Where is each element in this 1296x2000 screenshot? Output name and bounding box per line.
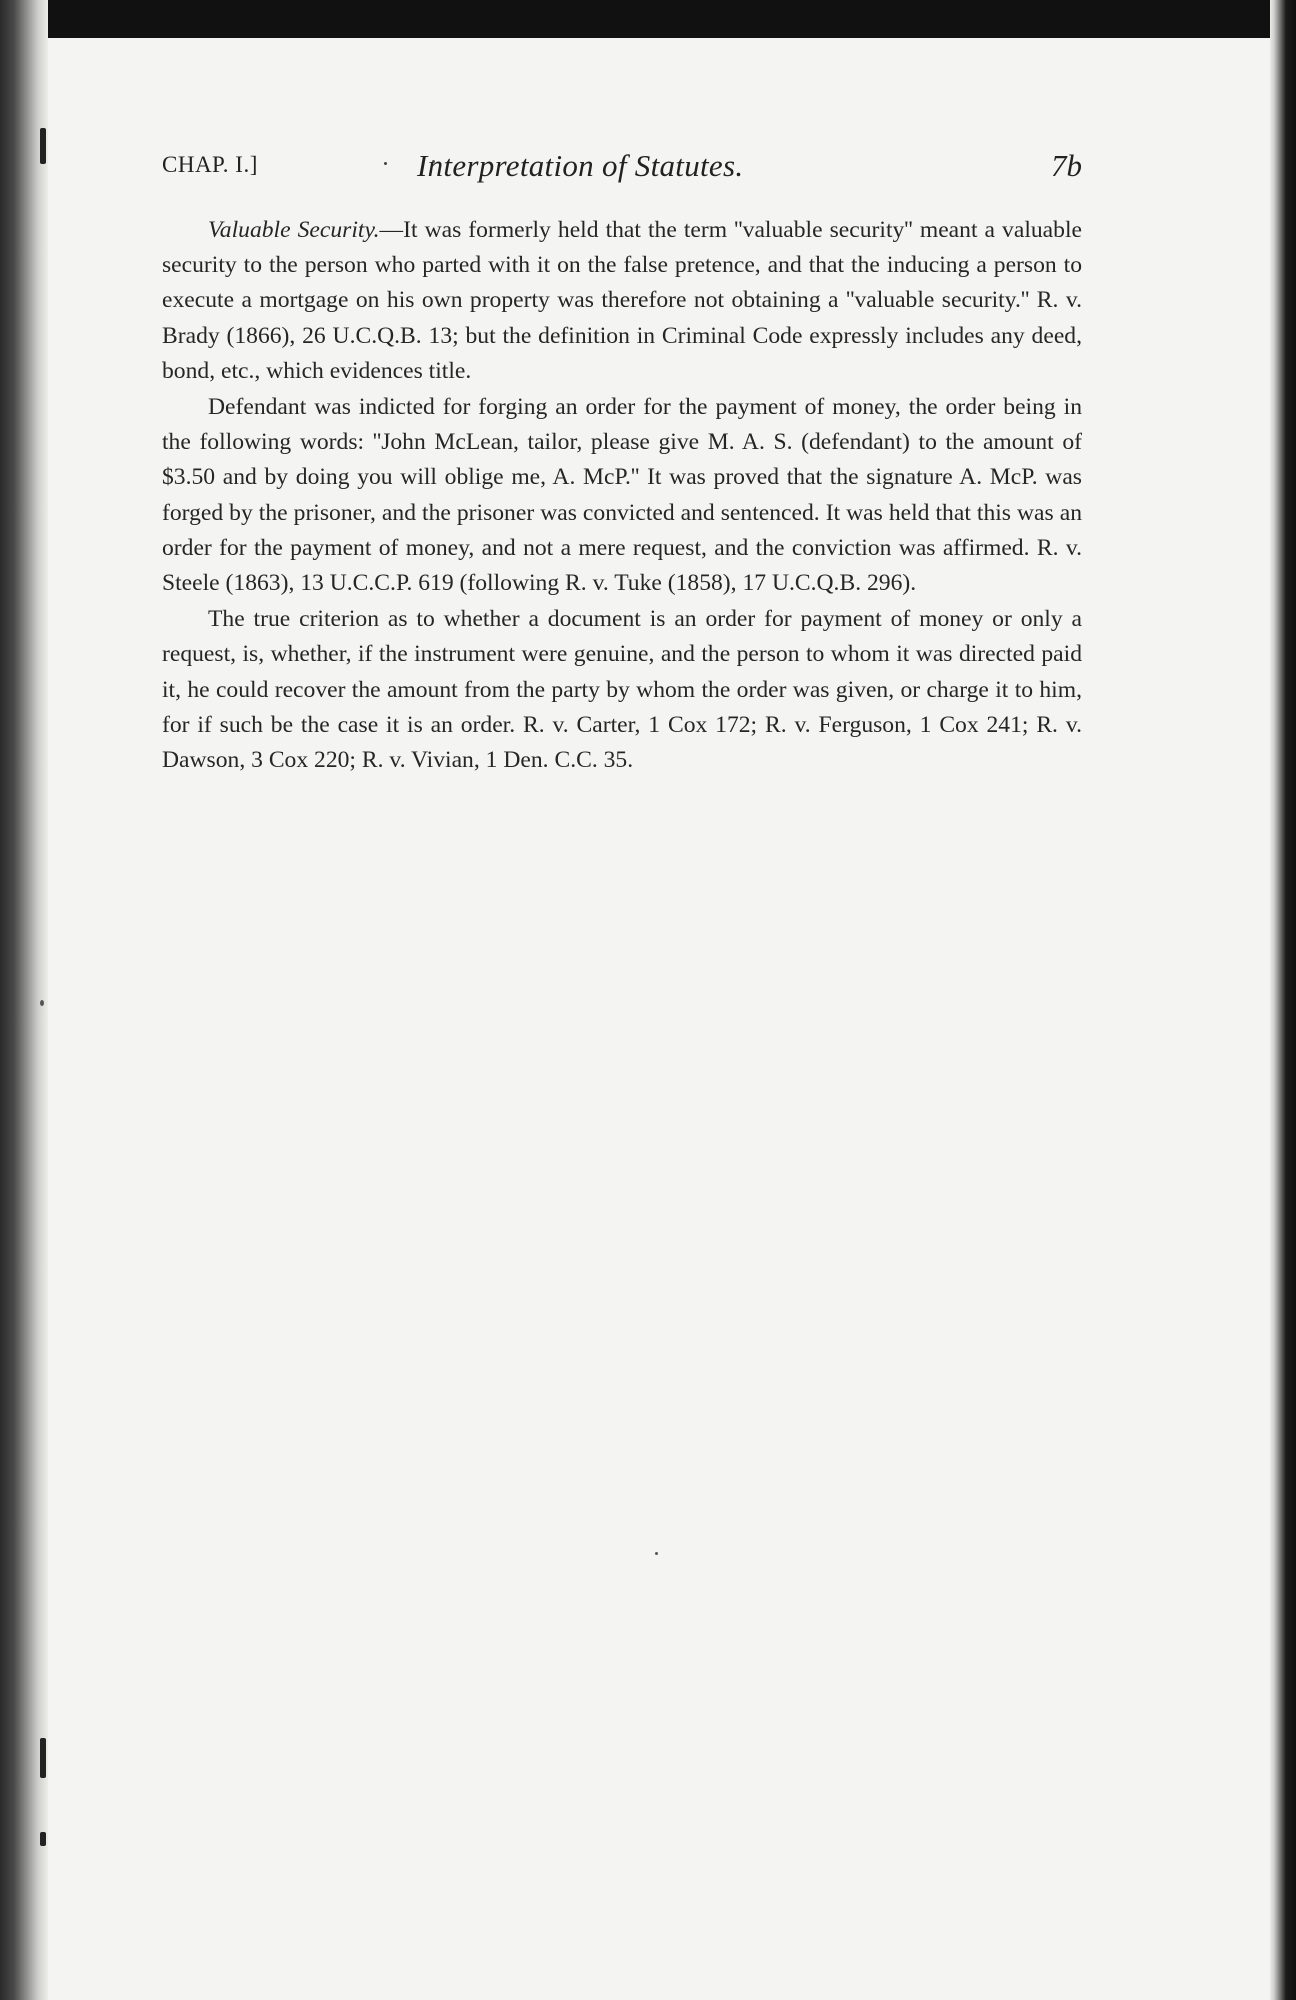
scan-top-border: [0, 0, 1296, 38]
paper-speck: [40, 1000, 44, 1006]
running-title: Interpretation of Statutes.: [417, 148, 744, 183]
gutter-mark: [40, 1738, 46, 1778]
body-text: [162, 213, 1082, 779]
paragraph-true-criterion: The true criterion as to whether a document is an order for payment of money or only a request, is, whether, if the instrument were genuine, and the person to whom it was directed paid it, he could recover the amount from the party by whom the order was given, or charge it to him, for if such be the case it is an order. R. v. Carter, 1 Cox 172; R. v. Ferguson, 1 Cox 241; R. v. Dawson, 3 Cox 220; R. v. Vivian, 1 Den. C.C. 35.: [162, 606, 1082, 774]
chapter-label: CHAP. I.]: [162, 152, 258, 177]
ornament-dot: [384, 162, 387, 165]
paper-speck: [655, 1552, 658, 1555]
paragraph-valuable-security: [162, 213, 1082, 389]
paragraph-text: —It was formerly held that the term ''valuable security'' meant a valuable security to the person who parted with it on the false pretence, and that the inducing a person to execute a mortgage on his own property was therefore not obtaining a ''valuable security.'' R. v. Brady (1866), 26 U.C.Q.B. 13; but the definition in Criminal Code expressly includes any deed, bond, etc., which evidences title.: [162, 217, 1082, 384]
running-head: [162, 148, 1082, 188]
lead-term: Valuable Security.: [208, 217, 380, 243]
page-number: 7b: [1051, 148, 1082, 183]
gutter-mark: [40, 128, 46, 164]
gutter-mark: [40, 1832, 46, 1846]
paragraph-forged-order: Defendant was indicted for forging an order for the payment of money, the order being in the following words: ''John McLean, tailor, please give M. A. S. (defendant) to the amount of $3.50 and by doing you will oblige me, A. McP.'' It was proved that the signature A. McP. was forged by the prisoner, and the prisoner was convicted and sentenced. It was held that this was an order for the payment of money, and not a mere request, and the conviction was affirmed. R. v. Steele (1863), 13 U.C.C.P. 619 (following R. v. Tuke (1858), 17 U.C.Q.B. 296).: [162, 394, 1082, 597]
scan-right-border: [1270, 0, 1296, 2000]
